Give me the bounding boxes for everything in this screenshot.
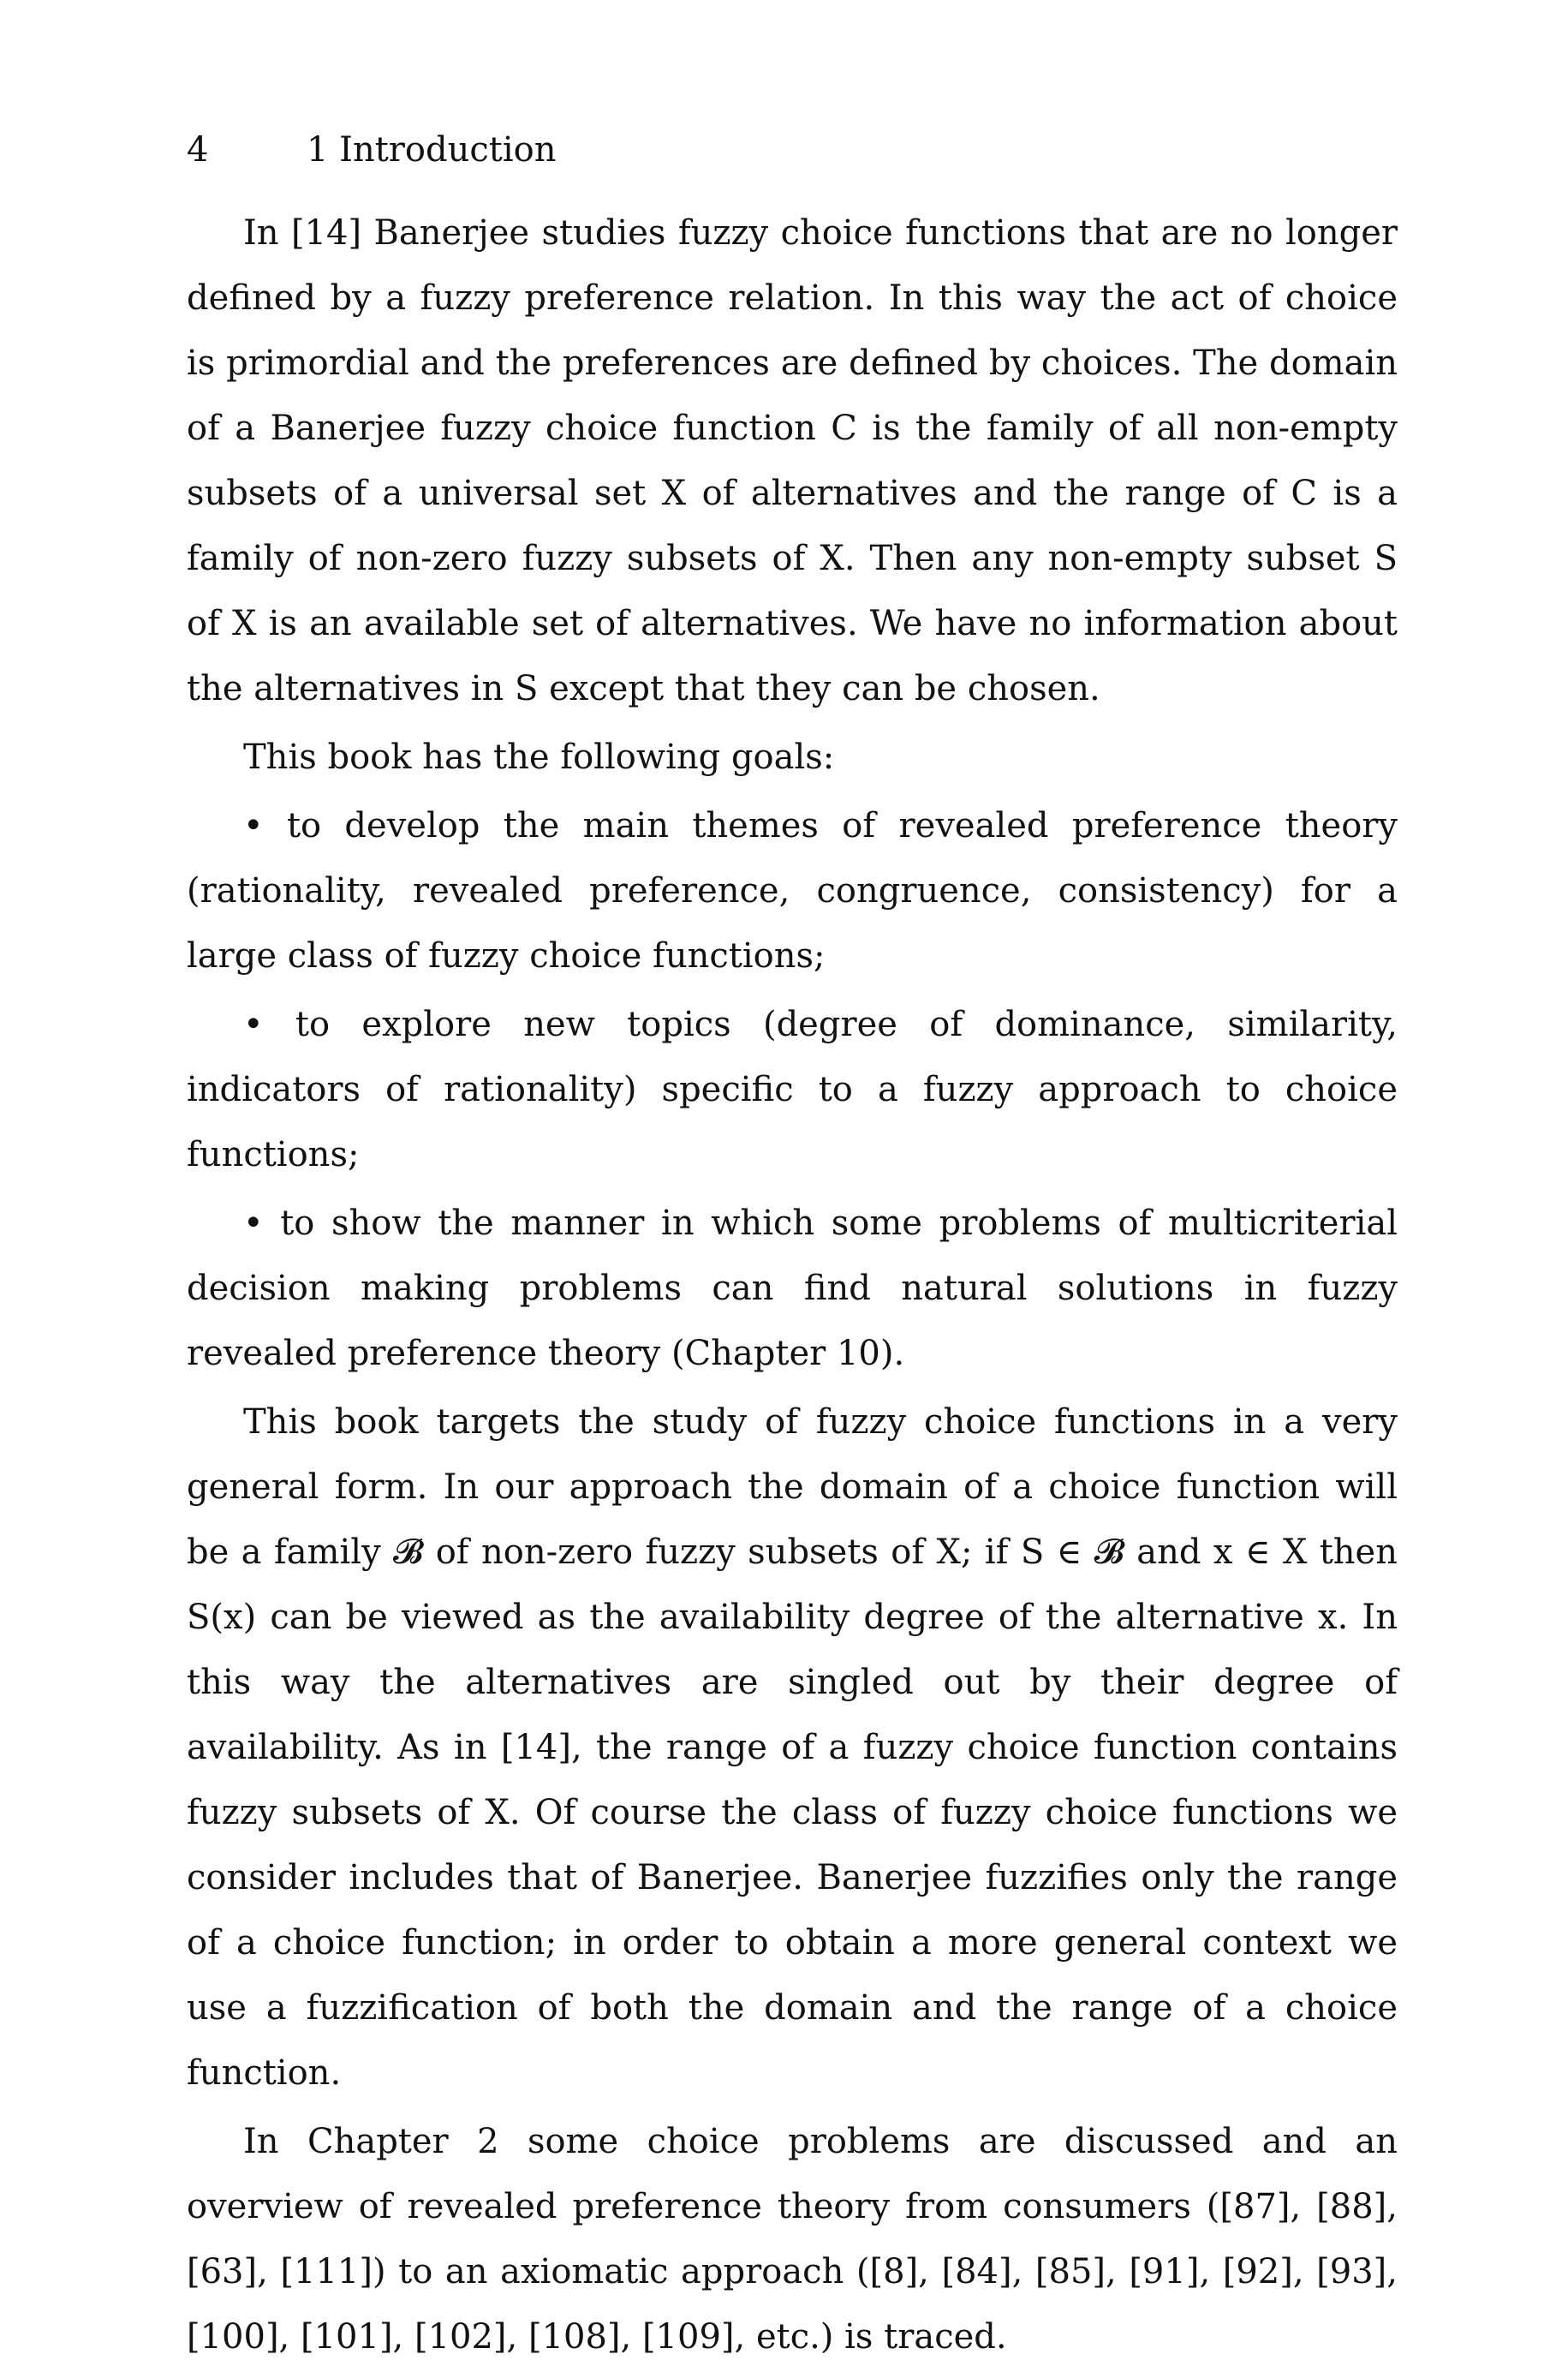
goal-text: to show the manner in which some problems of multicriterial decision making problems can find natural solutions in fuzzy revealed preference theory (Chapter 10). [187, 1204, 1398, 1373]
body-text [187, 200, 1398, 2373]
goal-item [187, 992, 1398, 1187]
goal-item [187, 793, 1398, 989]
goal-item [187, 1191, 1398, 1386]
goal-text: to explore new topics (degree of dominance, similarity, indicators of rationality) specific to a fuzzy approach to choice functions; [187, 1005, 1398, 1174]
paragraph-book-target: This book targets the study of fuzzy choice functions in a very general form. In our approach the domain of a choice function will be a family 𝓑 of non-zero fuzzy subsets of X; if S ∈ 𝓑 and x ∈ X then S(x) can be viewed as the availability degree of the alternative x. In this way the alternatives are singled out by their degree of availability. As in [14], the range of a fuzzy choice function contains fuzzy subsets of X. Of course the class of fuzzy choice functions we consider includes that of Banerjee. Banerjee fuzzifies only the range of a choice function; in order to obtain a more general context we use a fuzzification of both the domain and the range of a choice function. [187, 1402, 1398, 2093]
paragraph-goals-intro: This book has the following goals: [243, 738, 835, 777]
paragraph-banerjee: In [14] Banerjee studies fuzzy choice functions that are no longer defined by a fuzzy preference relation. In this way the act of choice is primordial and the preferences are defined by choices. The domain of a Banerjee fuzzy choice function C is the family of all non-empty subsets of a universal set X of alternatives and the range of C is a family of non-zero fuzzy subsets of X. Then any non-empty subset S of X is an available set of alternatives. We have no information about the alternatives in S except that they can be chosen. [187, 213, 1398, 708]
chapter-title: 1 Introduction [307, 130, 557, 170]
bullet-icon: • [243, 1005, 264, 1044]
goal-text: to develop the main themes of revealed preference theory (rationality, revealed preference, congruence, consistency) for a large class of fuzzy choice functions; [187, 806, 1398, 976]
goals-list [187, 793, 1398, 1386]
running-head [187, 128, 556, 171]
paragraph-chapter-2: In Chapter 2 some choice problems are discussed and an overview of revealed preference theory from consumers ([87], [88], [63], [111]) to an axiomatic approach ([8], [84], [85], [91], [92], [93], [100], [101], [102], [108], [109], etc.) is traced. [187, 2122, 1398, 2357]
bullet-icon: • [243, 1204, 264, 1243]
page-number: 4 [187, 130, 209, 170]
bullet-icon: • [243, 806, 264, 845]
